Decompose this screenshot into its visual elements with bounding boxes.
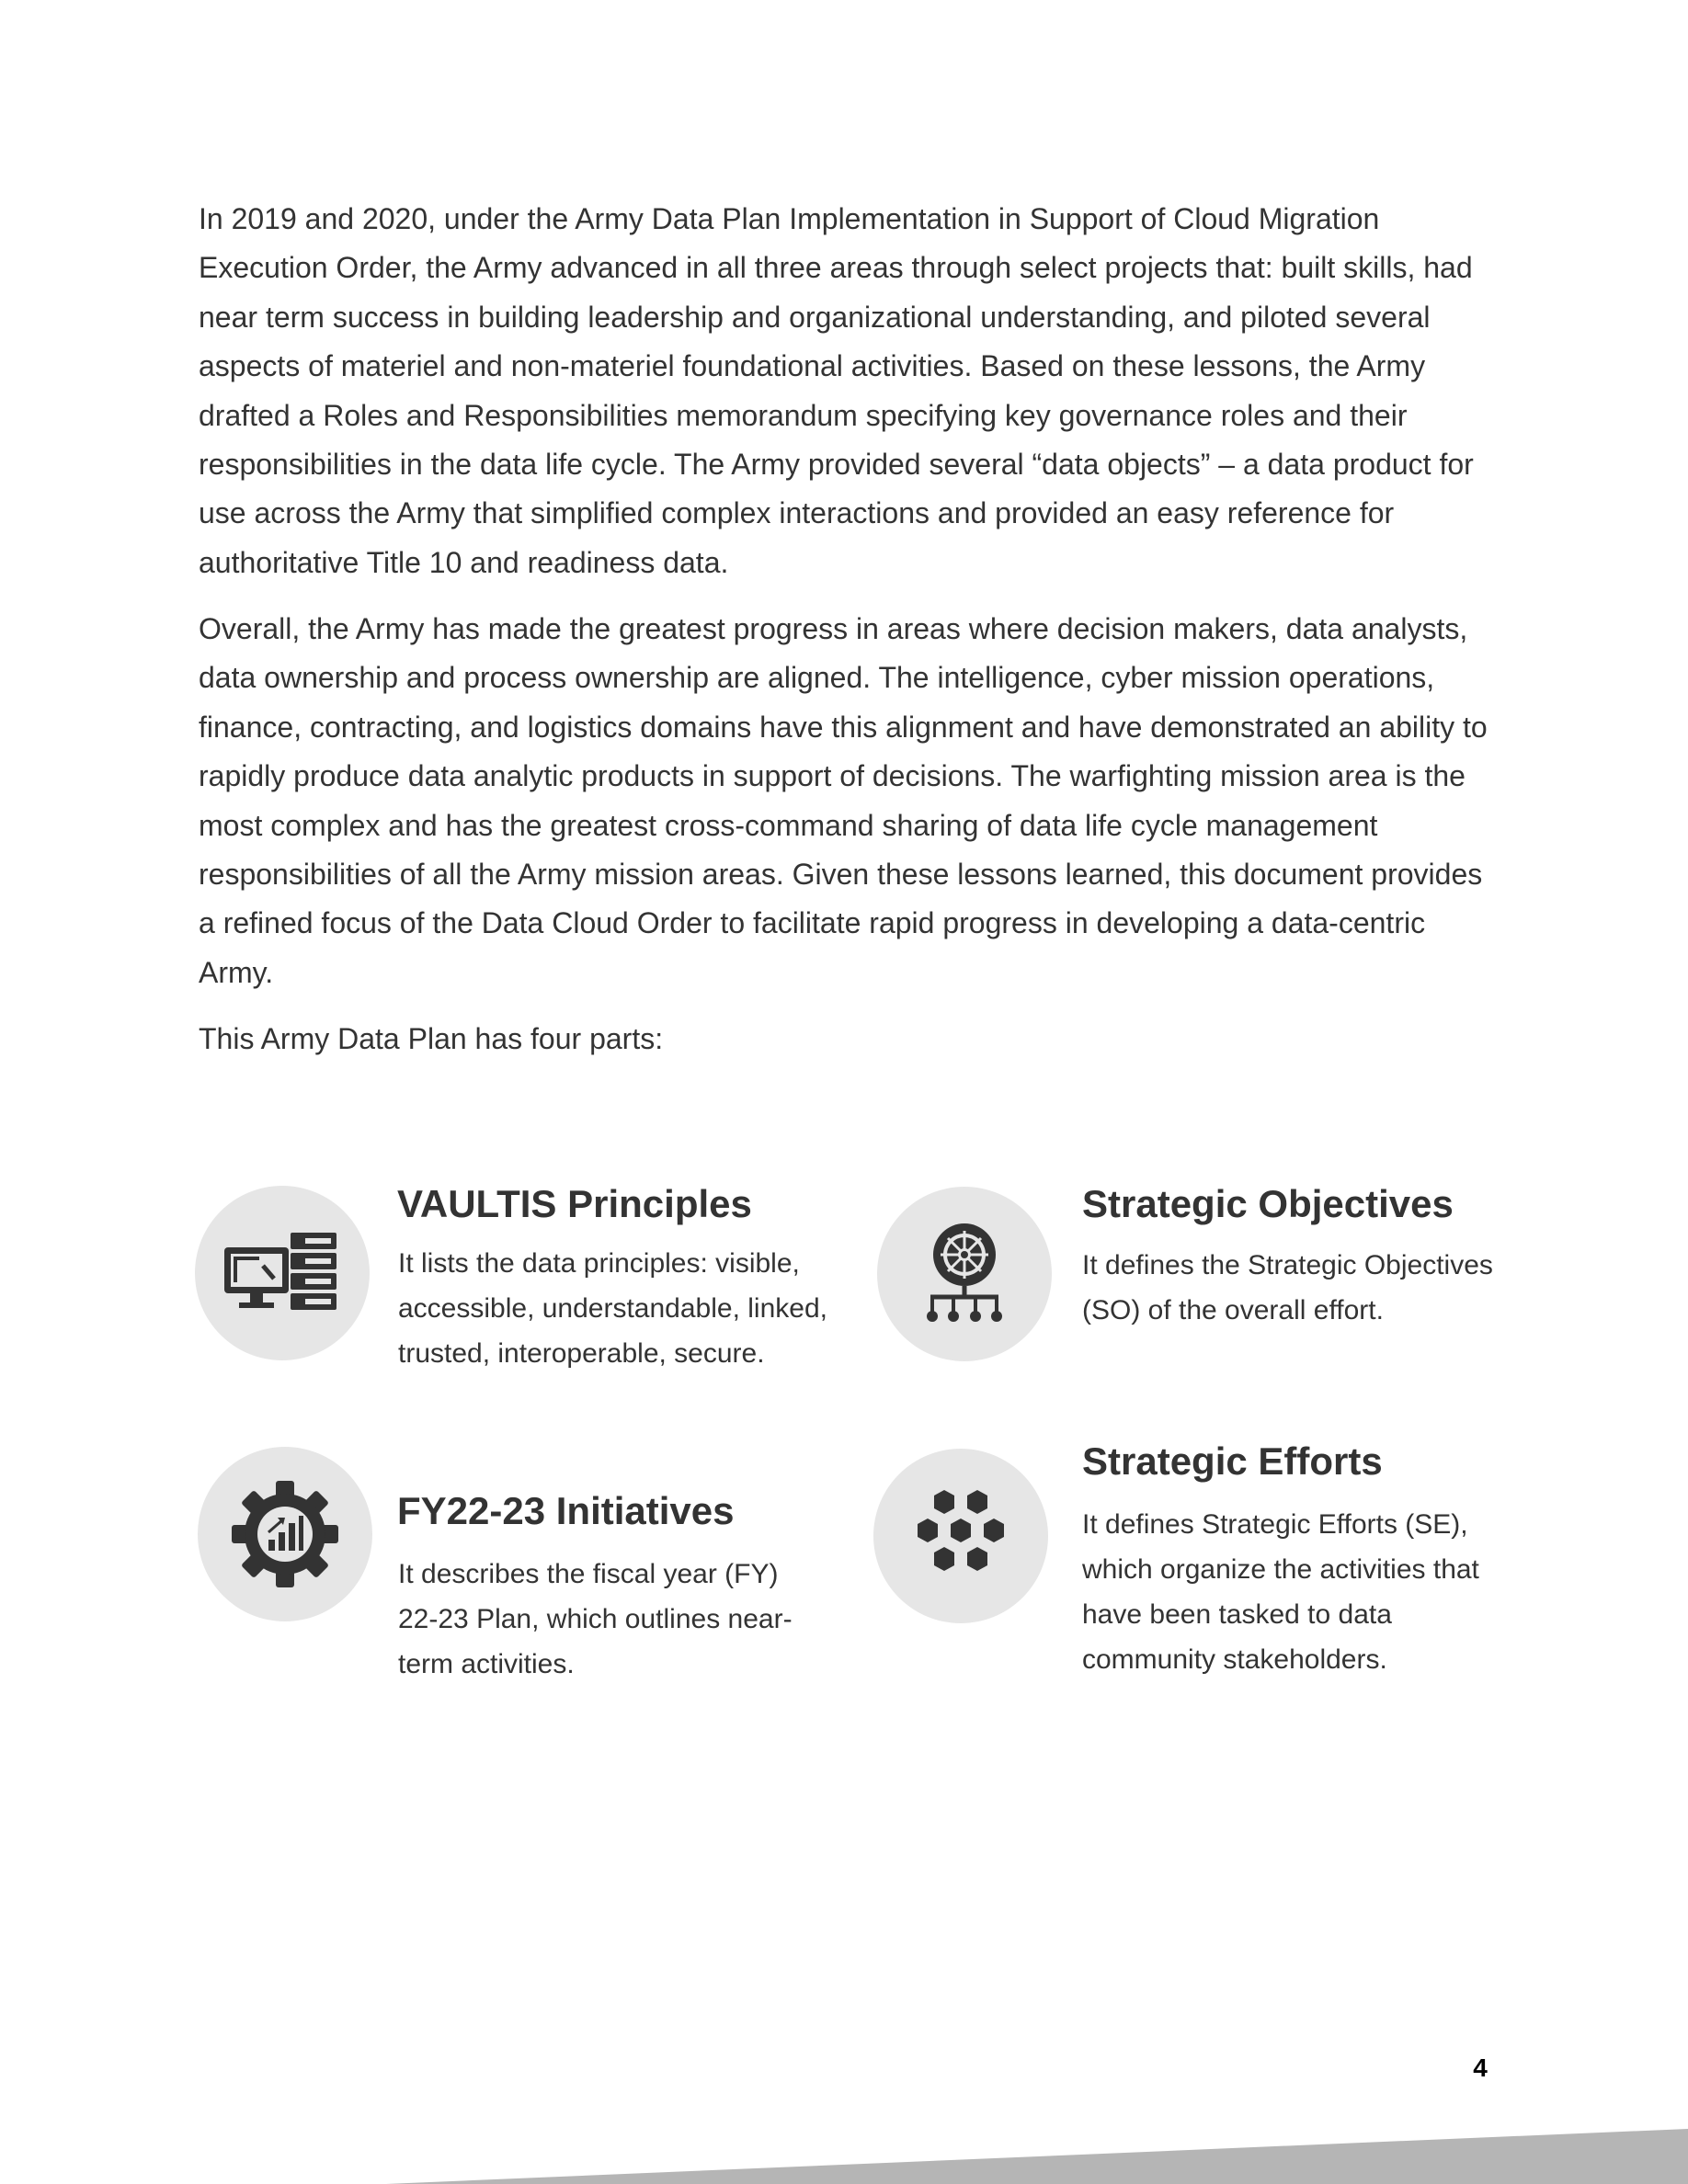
gear-chart-icon: [198, 1447, 372, 1621]
vaultis-principles-title: VAULTIS Principles: [397, 1182, 752, 1225]
target-network-icon: [877, 1187, 1052, 1361]
fy22-23-initiatives-description: It describes the fiscal year (FY) 22-23 Plan, which outlines near-term activities.: [398, 1559, 793, 1679]
footer-decorative-band: [0, 2114, 1688, 2184]
strategic-efforts-title: Strategic Efforts: [1082, 1439, 1383, 1483]
body-paragraph-2: Overall, the Army has made the greatest progress in areas where decision makers, data analysts, data ownership and process ownership are aligned. The intelligence, cyber mission operations, finance, contracting, and logistics domains have this alignment and have demonstrated an ability to rapidly produce data analytic products in support of decisions. The warfighting mission area is the most complex and has the greatest cross-command sharing of data life cycle management responsibilities of all the Army mission areas. Given these lessons learned, this document provides a refined focus of the Data Cloud Order to facilitate rapid progress in developing a data-centric Army.: [199, 612, 1488, 989]
strategic-efforts-description: It defines Strategic Efforts (SE), which organize the activities that have been tasked to data community stakeholders.: [1082, 1509, 1479, 1675]
body-paragraph-1: In 2019 and 2020, under the Army Data Plan Implementation in Support of Cloud Migration Execution Order, the Army advanced in all three areas through select projects that: built skills, had near term success in building leadership and organizational understanding, and piloted several aspects of materiel and non-materiel foundational activities. Based on these lessons, the Army drafted a Roles and Responsibilities memorandum specifying key governance roles and their responsibilities in the data life cycle. The Army provided several “data objects” – a data product for use across the Army that simplified complex interactions and provided an easy reference for authoritative Title 10 and readiness data.: [199, 202, 1474, 579]
hexagon-cluster-icon: [873, 1449, 1048, 1623]
fy22-23-initiatives-title: FY22-23 Initiatives: [397, 1489, 735, 1532]
strategic-objectives-description: It defines the Strategic Objectives (SO) of the overall effort.: [1082, 1250, 1493, 1325]
vaultis-principles-description: It lists the data principles: visible, accessible, understandable, linked, trusted, interoperable, secure.: [398, 1248, 827, 1369]
body-paragraph-3: This Army Data Plan has four parts:: [199, 1022, 664, 1055]
strategic-objectives-title: Strategic Objectives: [1082, 1182, 1454, 1225]
computer-server-icon: [195, 1186, 370, 1360]
page-number: 4: [1473, 2053, 1488, 2082]
